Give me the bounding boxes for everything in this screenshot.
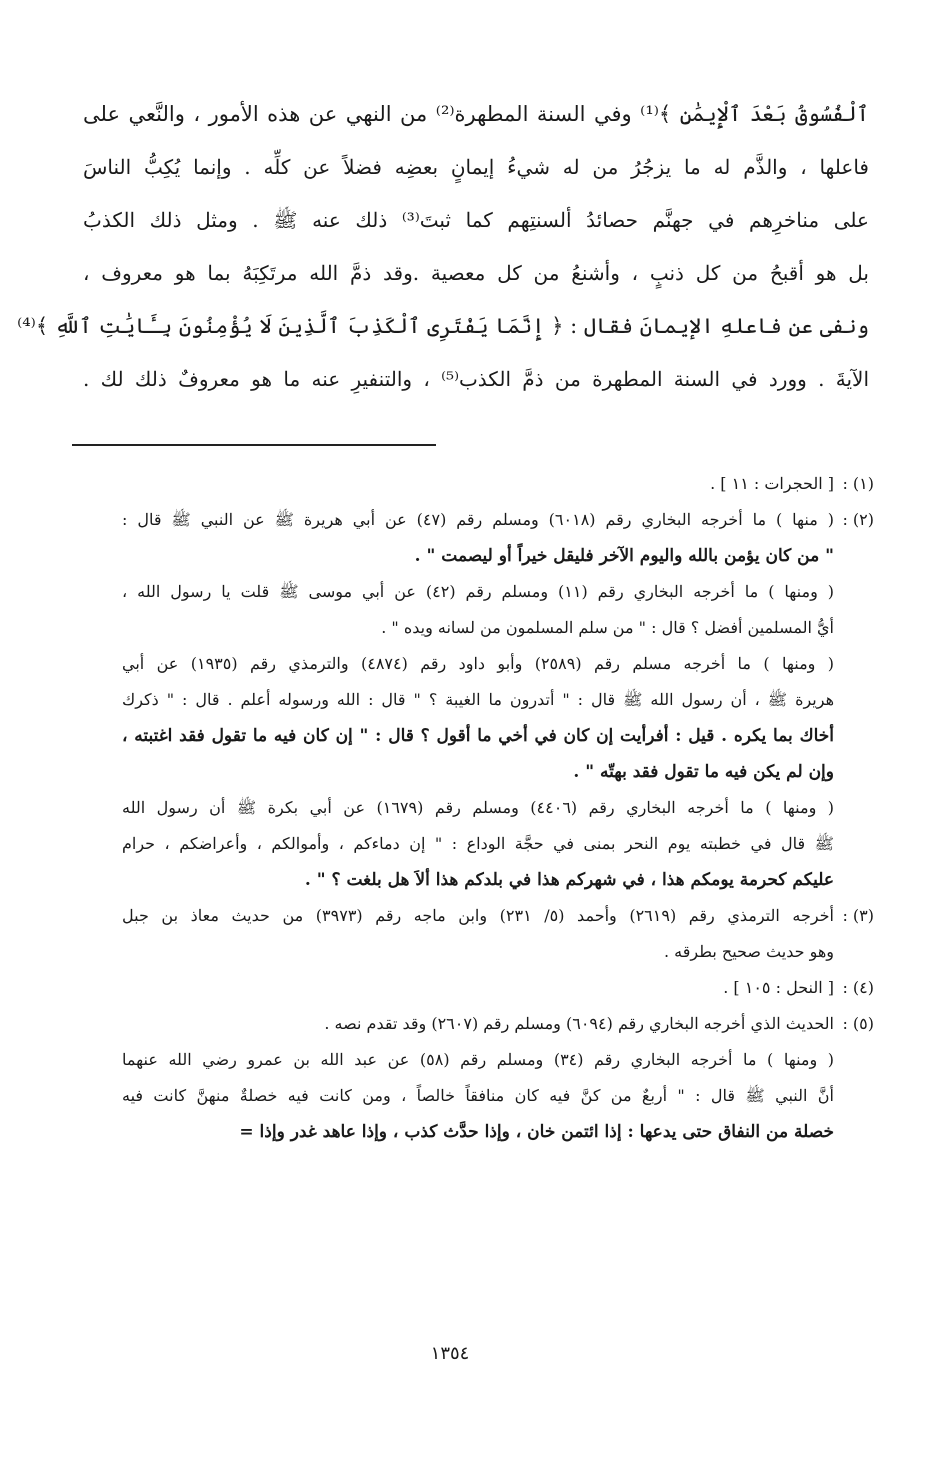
footnote-separator-rule bbox=[72, 444, 436, 446]
footnote-line: خصلة من النفاق حتى يدعها : إذا ائتمن خان ، وإذا حدَّث كذب ، وإذا عاهد غدر وإذا = bbox=[239, 1122, 834, 1142]
footnote-number: (٢) : bbox=[842, 510, 874, 529]
footnote-line: وهو حديث صحيح بطرقه . bbox=[663, 942, 834, 961]
footnote bbox=[122, 1006, 874, 1150]
footnote-line: أخرجه الترمذي رقم (٢٦١٩) وأحمد (٥/ ٢٣١) وابن ماجه رقم (٣٩٧٣) من حديث معاذ بن جبل bbox=[122, 906, 834, 925]
main-text-line: ونفى عن فاعلهِ الإيمانَ فقال : ﴿ إِنَّمَا يَفْتَرِى ٱلْكَذِبَ ٱلَّذِينَ لَا يُؤْمِنُونَ بِـَٔايَٰتِ ٱللَّهِ ﴾⁽⁴⁾ bbox=[17, 314, 869, 338]
main-text-line: ٱلْفُسُوقُ بَعْدَ ٱلْإِيمَٰنِ ﴾⁽¹⁾ وفي السنة المطهرة⁽²⁾ من النهي عن هذه الأمور ، والنَّعي على bbox=[83, 102, 869, 126]
footnote-line: ( منها ) ما أخرجه البخاري رقم (٦٠١٨) ومسلم رقم (٤٧) عن أبي هريرة ﷺ عن النبي ﷺ قال : bbox=[122, 510, 834, 529]
footnote-line: [ الحجرات : ١١ ] . bbox=[710, 474, 834, 493]
footnote-line: ( ومنها ) ما أخرجه البخاري رقم (١١) ومسلم رقم (٤٢) عن أبي موسى ﷺ قلت يا رسول الله ، bbox=[122, 582, 835, 601]
footnote-line: عليكم كحرمة يومكم هذا ، في شهركم هذا في بلدكم هذا ألاَ هل بلغت ؟ " . bbox=[304, 870, 834, 890]
main-text-block bbox=[17, 88, 869, 406]
footnote-line: " من كان يؤمن بالله واليوم الآخر فليقل خيراً أو ليصمت " . bbox=[414, 546, 834, 566]
footnote-line: ( ومنها ) ما أخرجه البخاري رقم (٤٤٠٦) ومسلم رقم (١٦٧٩) عن أبي بكرة ﷺ أن رسول الله bbox=[122, 798, 835, 817]
footnote bbox=[122, 898, 874, 970]
footnote bbox=[122, 466, 874, 502]
main-text-line: بل هو أقبحُ من كل ذنبٍ ، وأشنعُ من كل معصية .وقد ذمَّ الله مرتَكِبَهُ بما هو معروف ، bbox=[83, 261, 869, 285]
footnote-line: الحديث الذي أخرجه البخاري رقم (٦٠٩٤) ومسلم رقم (٢٦٠٧) وقد تقدم نصه . bbox=[324, 1014, 834, 1033]
footnote-number: (١) : bbox=[842, 474, 874, 493]
footnote-line: [ النحل : ١٠٥ ] . bbox=[723, 978, 834, 997]
footnote-line: ( ومنها ) ما أخرجه البخاري رقم (٣٤) ومسلم رقم (٥٨) عن عبد الله بن عمرو رضي الله عنهما bbox=[122, 1050, 835, 1069]
footnote bbox=[122, 970, 874, 1006]
footnote-number: (٥) : bbox=[842, 1014, 874, 1033]
footnote-line: وإن لم يكن فيه ما تقول فقد بهتّه " . bbox=[573, 762, 834, 782]
main-text-line: الآيةَ . وورد في السنة المطهرة من ذمَّ الكذب⁽⁵⁾ ، والتنفيرِ عنه ما هو معروفٌ ذلك لك . bbox=[83, 367, 869, 391]
footnote-line: أيُّ المسلمين أفضل ؟ قال : " من سلم المسلمون من لسانه ويده " . bbox=[381, 618, 834, 637]
footnote-number: (٣) : bbox=[842, 906, 874, 925]
main-text-line: فاعلها ، والذَّم له ما يزجُرُ من له شيءُ إيمانٍ بعضِه فضلاً عن كلِّه . وإنما يُكِبُّ الناسَ bbox=[83, 155, 869, 179]
footnote-number: (٤) : bbox=[842, 978, 874, 997]
footnote-line: ( ومنها ) ما أخرجه مسلم رقم (٢٥٨٩) وأبو داود رقم (٤٨٧٤) والترمذي رقم (١٩٣٥) عن أبي bbox=[122, 654, 835, 673]
footnote-line: هريرة ﷺ ، أن رسول الله ﷺ قال : " أتدرون ما الغيبة ؟ " قال : الله ورسوله أعلم . قال : " ذكرك bbox=[122, 690, 834, 709]
footnote-line: أنَّ النبي ﷺ قال : " أربعٌ من كنَّ فيه كان منافقاً خالصاً ، ومن كانت فيه خصلةٌ منهنَّ كانت فيه bbox=[122, 1086, 834, 1105]
footnote-line: ﷺ قال في خطبته يوم النحر بمنى في حجَّة الوداع : " إن دماءكم ، وأموالكم ، وأعراضكم ، حرام bbox=[122, 834, 834, 853]
page-number: ١٣٥٤ bbox=[430, 1343, 470, 1364]
footnote-line: أخاك بما يكره . قيل : أفرأيت إن كان في أخي ما أقول ؟ قال : " إن كان فيه ما تقول فقد اغتبته ، bbox=[122, 726, 834, 746]
main-text-line: على مناخرِهم في جهنَّم حصائدُ ألسنتِهم كما ثبتَ⁽³⁾ ذلك عنه ﷺ . ومثل ذلك الكذبُ bbox=[83, 208, 869, 232]
footnotes-block bbox=[122, 466, 874, 1150]
footnote bbox=[122, 502, 874, 898]
